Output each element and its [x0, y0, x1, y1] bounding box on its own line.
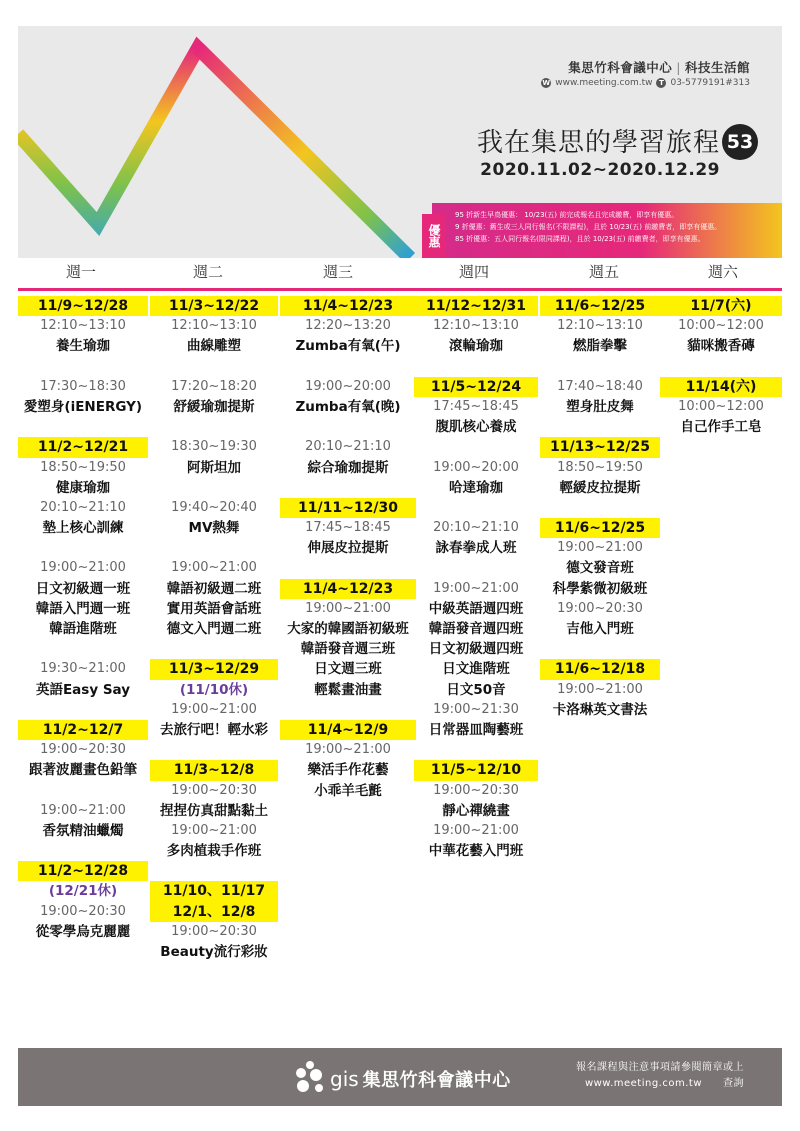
date-range-bar: 11/7(六)	[660, 296, 782, 316]
course-name: 墊上核心訓練	[42, 520, 124, 537]
class-time: 19:00~21:30	[433, 701, 519, 717]
date-range-bar: 11/13~12/25	[540, 437, 660, 457]
course-name: 小乖羊毛氈	[314, 782, 382, 799]
date-range-bar: 11/9~12/28	[18, 296, 148, 316]
holiday-note: (12/21休)	[48, 883, 118, 900]
logo-name: 集思竹科會議中心	[362, 1070, 511, 1091]
class-time: 12:10~13:10	[171, 318, 257, 334]
date-range-bar: 11/4~12/23	[280, 579, 416, 599]
class-time: 19:00~21:00	[40, 560, 126, 576]
date-range-bar: 11/3~12/29	[150, 659, 278, 679]
weekday-tue: 週二	[192, 263, 223, 281]
class-time: 10:00~12:00	[678, 318, 764, 334]
spacer	[280, 357, 416, 377]
contact-line	[541, 78, 750, 88]
course-name: 實用英語會話班	[166, 600, 262, 617]
promo-line: 85 折優惠：五人同行報名(限同課程)，且於 10/23(五) 前繳費者，即享有優惠。	[455, 235, 705, 243]
class-time: 19:00~20:00	[305, 378, 391, 394]
class-time: 18:50~19:50	[557, 459, 643, 475]
course-name: 吉他入門班	[566, 621, 634, 637]
date-range-bar: 11/3~12/22	[150, 296, 278, 316]
course-name: 香氛精油蠟燭	[42, 822, 124, 839]
spacer	[150, 478, 278, 498]
column-saturday	[660, 296, 782, 437]
class-time: 19:00~21:00	[171, 701, 257, 717]
page-title: 我在集思的學習旅程	[476, 128, 720, 158]
course-name: 日文50音	[446, 681, 506, 698]
spacer	[414, 357, 538, 377]
class-time: 19:00~20:00	[433, 459, 519, 475]
org-separator: |	[676, 60, 681, 75]
course-name: 科學紫微初級班	[552, 580, 648, 597]
date-range-bar: 11/4~12/23	[280, 296, 416, 316]
holiday-note: (11/10休)	[179, 681, 249, 698]
course-name: 舒緩瑜珈提斯	[173, 398, 255, 415]
course-name: 英語Easy Say	[35, 681, 131, 698]
column-thursday	[414, 296, 538, 861]
spacer	[18, 538, 148, 558]
footer-logo-text	[330, 1066, 511, 1092]
gis-logo-icon	[292, 1060, 328, 1094]
class-time: 18:30~19:30	[171, 439, 257, 455]
header-divider	[18, 288, 782, 291]
date-range-bar: 11/4~12/9	[280, 720, 416, 740]
spacer	[150, 417, 278, 437]
class-time: 19:40~20:40	[171, 499, 257, 515]
date-range-bar: 11/2~12/7	[18, 720, 148, 740]
spacer	[414, 498, 538, 518]
course-name: 塑身肚皮舞	[566, 398, 634, 415]
course-name: Zumba有氧(午)	[295, 338, 401, 355]
date-range-bar: 11/5~12/24	[414, 377, 538, 397]
class-time: 17:20~18:20	[171, 378, 257, 394]
promo-line: 9 折優惠：舊生或三人同行報名(不限課程)，且於 10/23(五) 前繳費者，即享有優惠。	[455, 223, 722, 231]
date-range-bar: 11/3~12/8	[150, 760, 278, 780]
spacer	[18, 357, 148, 377]
issue-badge: 53	[722, 124, 758, 160]
course-name: 樂活手作花藝	[307, 762, 389, 779]
zigzag-graphic	[18, 26, 438, 258]
course-name: 德文發音班	[566, 560, 634, 577]
date-range: 2020.11.02~2020.12.29	[480, 160, 720, 180]
weekday-sat: 週六	[707, 263, 738, 281]
class-time: 19:00~21:00	[40, 802, 126, 818]
class-time: 19:00~20:30	[171, 923, 257, 939]
org-line	[568, 58, 750, 76]
footer-note	[576, 1060, 744, 1092]
org-name: 集思竹科會議中心	[568, 60, 673, 75]
class-time: 19:00~21:00	[433, 822, 519, 838]
course-name: 大家的韓國語初級班	[287, 621, 409, 637]
class-time: 18:50~19:50	[40, 459, 126, 475]
course-name: 韓語進階班	[49, 621, 117, 637]
weekday-thu: 週四	[458, 263, 489, 281]
course-name: Beauty流行彩妝	[160, 944, 268, 960]
date-range-bar: 11/12~12/31	[414, 296, 538, 316]
course-name: Zumba有氧(晚)	[295, 398, 401, 415]
website: www.meeting.com.tw	[555, 78, 653, 88]
class-time: 20:10~21:10	[433, 520, 519, 536]
course-name: 跟著波麗畫色鉛筆	[29, 762, 137, 779]
spacer	[280, 558, 416, 578]
course-name: 日常器皿陶藝班	[428, 721, 524, 738]
spacer	[414, 740, 538, 760]
class-time: 20:10~21:10	[40, 499, 126, 515]
spacer	[150, 861, 278, 881]
class-time: 12:10~13:10	[557, 318, 643, 334]
course-name: 捏捏仿真甜點黏土	[160, 802, 268, 819]
course-name: 滾輪瑜珈	[449, 338, 503, 355]
spacer	[150, 639, 278, 659]
spacer	[18, 841, 148, 861]
class-time: 19:00~21:00	[171, 822, 257, 838]
date-range-bar: 11/6~12/25	[540, 296, 660, 316]
promo-lines	[455, 209, 721, 245]
spacer	[540, 498, 660, 518]
date-range-bar: 11/5~12/10	[414, 760, 538, 780]
footer-note-line: 報名課程與注意事項請參閱簡章或上	[576, 1062, 744, 1073]
course-name: 從零學烏克麗麗	[35, 923, 131, 940]
logo-gis: gis	[330, 1067, 359, 1091]
footer	[18, 1048, 782, 1106]
spacer	[540, 417, 660, 437]
course-name: 綜合瑜珈提斯	[307, 459, 389, 476]
date-range-bar: 11/2~12/21	[18, 437, 148, 457]
spacer	[540, 639, 660, 659]
course-name: 腹肌核心養成	[435, 419, 517, 436]
class-time: 19:00~21:00	[557, 540, 643, 556]
class-time: 19:00~20:30	[557, 600, 643, 616]
course-name: 伸展皮拉提斯	[307, 540, 389, 557]
course-name: 自己作手工皂	[680, 419, 762, 436]
web-icon: W	[542, 79, 551, 87]
date-range-bar: 11/6~12/25	[540, 518, 660, 538]
date-range-bar: 11/10、11/17	[150, 881, 278, 901]
promo-line: 95 折新生早鳥優惠： 10/23(五) 前完成報名且完成繳費，即享有優惠。	[455, 211, 679, 219]
course-name: 詠春拳成人班	[435, 540, 517, 557]
spacer	[150, 740, 278, 760]
weekday-wed: 週三	[322, 263, 353, 281]
phone-icon: T	[656, 78, 666, 88]
course-name: 韓語初級週二班	[166, 580, 262, 597]
class-time: 19:00~21:00	[557, 681, 643, 697]
date-range-bar: 12/1、12/8	[150, 902, 278, 922]
class-time: 10:00~12:00	[678, 398, 764, 414]
promo-tag: 優惠	[422, 214, 446, 258]
column-monday	[18, 296, 148, 942]
spacer	[540, 357, 660, 377]
class-time: 17:30~18:30	[40, 378, 126, 394]
weekday-mon: 週一	[65, 263, 96, 281]
course-name: 去旅行吧！輕水彩	[160, 721, 268, 738]
course-name: 韓語發音週三班	[300, 641, 396, 658]
class-time: 19:00~20:30	[433, 782, 519, 798]
date-range-bar: 11/6~12/18	[540, 659, 660, 679]
footer-note-line: www.meeting.com.tw 查詢	[584, 1078, 744, 1089]
course-name: 健康瑜珈	[56, 479, 110, 496]
column-friday	[540, 296, 660, 720]
course-name: 輕緩皮拉提斯	[559, 479, 641, 496]
column-tuesday	[150, 296, 278, 962]
class-time: 19:30~21:00	[40, 661, 126, 677]
spacer	[660, 357, 782, 377]
spacer	[150, 357, 278, 377]
course-name: 哈達瑜珈	[449, 479, 503, 496]
date-range-bar: 11/14(六)	[660, 377, 782, 397]
course-name: 燃脂拳擊	[573, 338, 627, 355]
class-time: 19:00~21:00	[305, 600, 391, 616]
course-name: 愛塑身(iENERGY)	[23, 398, 143, 415]
course-name: 曲線雕塑	[187, 338, 241, 355]
class-time: 12:20~13:20	[305, 318, 391, 334]
class-time: 19:00~20:30	[40, 742, 126, 758]
spacer	[280, 700, 416, 720]
course-name: 日文進階班	[442, 661, 510, 678]
course-name: 貓咪搬香磚	[687, 338, 755, 355]
spacer	[280, 478, 416, 498]
course-name: 韓語入門週一班	[35, 600, 131, 617]
course-name: 日文初級週四班	[428, 641, 524, 658]
course-name: 阿斯坦加	[187, 459, 241, 476]
class-time: 12:10~13:10	[40, 318, 126, 334]
spacer	[280, 417, 416, 437]
class-time: 19:00~21:00	[171, 560, 257, 576]
class-time: 19:00~21:00	[433, 580, 519, 596]
spacer	[18, 700, 148, 720]
spacer	[150, 538, 278, 558]
course-name: 輕鬆畫油畫	[314, 681, 382, 698]
course-name: 德文入門週二班	[166, 621, 262, 637]
date-range-bar: 11/2~12/28	[18, 861, 148, 881]
class-time: 19:00~20:30	[40, 903, 126, 919]
spacer	[414, 558, 538, 578]
course-name: MV熱舞	[188, 520, 240, 537]
phone: 03-5779191#313	[670, 78, 750, 88]
course-name: 韓語發音週四班	[428, 621, 524, 637]
course-name: 靜心禪繞畫	[442, 802, 510, 819]
header-banner	[18, 26, 782, 258]
weekday-header	[18, 258, 782, 286]
class-time: 17:45~18:45	[433, 398, 519, 414]
course-name: 多肉植栽手作班	[166, 843, 262, 860]
course-name: 中級英語週四班	[428, 600, 524, 617]
class-time: 20:10~21:10	[305, 439, 391, 455]
column-wednesday	[280, 296, 416, 801]
spacer	[18, 781, 148, 801]
org-venue: 科技生活館	[684, 60, 750, 75]
class-time: 17:40~18:40	[557, 378, 643, 394]
class-time: 12:10~13:10	[433, 318, 519, 334]
class-time: 17:45~18:45	[305, 520, 391, 536]
course-name: 卡洛琳英文書法	[552, 701, 648, 718]
class-time: 19:00~20:30	[171, 782, 257, 798]
course-name: 日文初級週一班	[35, 580, 131, 597]
course-name: 日文週三班	[314, 661, 382, 678]
spacer	[414, 437, 538, 457]
spacer	[18, 639, 148, 659]
course-name: 養生瑜珈	[56, 338, 110, 355]
course-name: 中華花藝入門班	[428, 843, 524, 860]
weekday-fri: 週五	[588, 263, 619, 281]
spacer	[18, 417, 148, 437]
date-range-bar: 11/11~12/30	[280, 498, 416, 518]
class-time: 19:00~21:00	[305, 742, 391, 758]
